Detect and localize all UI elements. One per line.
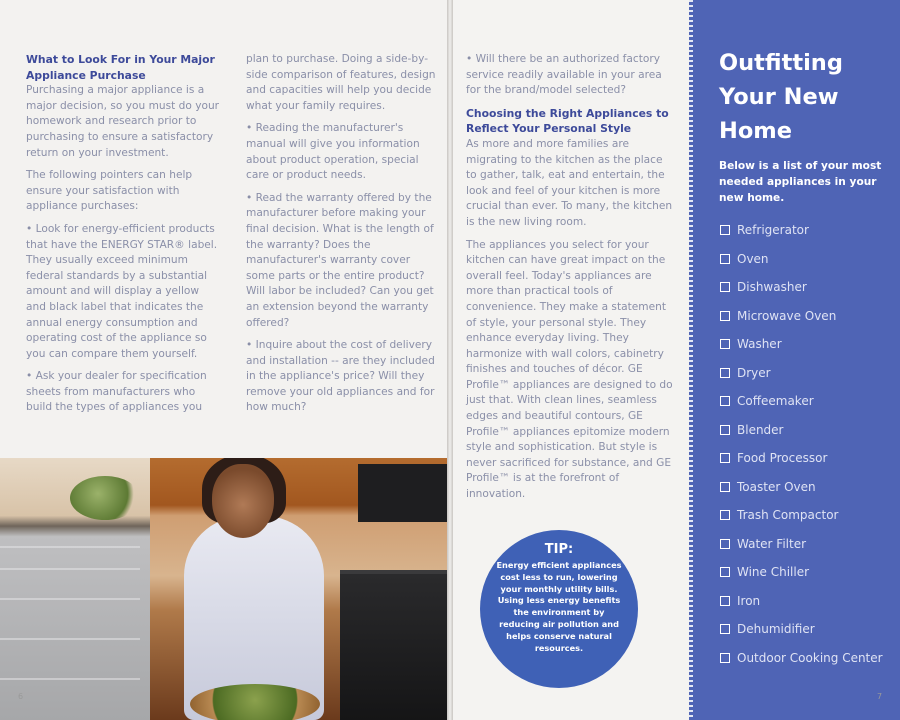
pointers-intro: The following pointers can help ensure your satisfaction with appliance purchases: bbox=[26, 169, 193, 213]
purchase-heading: What to Look For in Your Major Appliance Purchase bbox=[26, 53, 215, 82]
checklist-item: Dishwasher bbox=[720, 273, 883, 302]
checklist-item: Oven bbox=[720, 245, 883, 274]
checklist-item: Microwave Oven bbox=[720, 302, 883, 331]
checklist-item: Food Processor bbox=[720, 444, 883, 473]
checklist-item: Water Filter bbox=[720, 530, 883, 559]
tip-title: TIP: bbox=[544, 542, 574, 557]
checkbox-icon bbox=[720, 510, 730, 520]
microwave-image bbox=[358, 464, 447, 522]
delivery-bullet: • Inquire about the cost of delivery and installation -- are they included in the appliance's price? Will they remove your old appliances and for how much? bbox=[246, 339, 435, 414]
checklist-item: Coffeemaker bbox=[720, 387, 883, 416]
checklist-item: Trash Compactor bbox=[720, 501, 883, 530]
checkbox-icon bbox=[720, 567, 730, 577]
checkbox-icon bbox=[720, 282, 730, 292]
checkbox-icon bbox=[720, 225, 730, 235]
checkbox-icon bbox=[720, 624, 730, 634]
woman-image bbox=[162, 458, 322, 720]
range-image bbox=[340, 570, 447, 720]
checkbox-icon bbox=[720, 311, 730, 321]
checkbox-icon bbox=[720, 539, 730, 549]
checklist-item: Washer bbox=[720, 330, 883, 359]
spec-sheets-bullet: • Ask your dealer for specification sheets from manufacturers who build the types of appliances you bbox=[26, 370, 207, 414]
tip-circle bbox=[480, 530, 638, 688]
checkbox-icon bbox=[720, 596, 730, 606]
page-number-right: 7 bbox=[877, 692, 883, 701]
energy-star-bullet: • Look for energy-efficient products that have the ENERGY STAR® label. They usually exceed minimum federal standards by a substantial amount and will display a yellow and black label that indicates the annual energy consumption and operating cost of the appliance so you can compare them yourself. bbox=[26, 222, 218, 360]
service-bullet: • Will there be an authorized factory service readily available in your area for the brand/model selected? bbox=[466, 53, 662, 97]
checkbox-icon bbox=[720, 254, 730, 264]
checkbox-icon bbox=[720, 339, 730, 349]
dishwasher-photo bbox=[0, 458, 150, 720]
checklist-item: Toaster Oven bbox=[720, 473, 883, 502]
style-paragraph-1: As more and more families are migrating to the kitchen as the place to gather, talk, eat and entertain, the look and feel of your kitchen is more crucial than ever. To many, the kitchen is the new living room. bbox=[466, 137, 673, 228]
appliance-checklist bbox=[720, 216, 883, 672]
woman-cooking-photo bbox=[150, 458, 447, 720]
plant-image bbox=[70, 476, 140, 520]
style-heading: Choosing the Right Appliances to Reflect Your Personal Style bbox=[466, 106, 669, 136]
purchase-intro: Purchasing a major appliance is a major decision, so you must do your homework and research prior to purchasing to ensure a satisfactory return on your investment. bbox=[26, 84, 220, 159]
checklist-item: Wine Chiller bbox=[720, 558, 883, 587]
page-number-left: 6 bbox=[18, 692, 24, 701]
salad-bowl-image bbox=[190, 684, 320, 720]
style-paragraph-2: The appliances you select for your kitchen can have great impact on the overall feel. Today's appliances are more than practical tools of convenience. They make a statement of style, your personal style. They enhance everyday living. They harmonize with wall colors, cabinetry finishes and touches of décor. GE Profile™ appliances are designed to do just that. With clean lines, seamless edges and beautiful contours, GE Profile™ appliances epitomize modern style and sophistication. But style is never sacrificed for substance, and GE Profile™ is at the forefront of innovation. bbox=[466, 238, 673, 501]
warranty-bullet: • Read the warranty offered by the manufacturer before making your final decision. What is the length of the warranty? Does the manufacturer's warranty cover some parts or the entire product? Will labor be included? Can you get an extension beyond the warranty offered? bbox=[246, 191, 434, 329]
checklist-item: Refrigerator bbox=[720, 216, 883, 245]
checklist-item: Blender bbox=[720, 416, 883, 445]
tip-body: Energy efficient appliances cost less to run, lowering your monthly utility bills. Using less energy benefits the environment by reducing air pollution and helps conserve natural resources. bbox=[496, 560, 622, 653]
checklist-item: Outdoor Cooking Center bbox=[720, 644, 883, 673]
checkbox-icon bbox=[720, 453, 730, 463]
checklist-item: Dehumidifier bbox=[720, 615, 883, 644]
checkbox-icon bbox=[720, 425, 730, 435]
appliance-checklist-sidebar bbox=[689, 0, 900, 720]
left-column-2 bbox=[246, 52, 440, 423]
checkbox-icon bbox=[720, 653, 730, 663]
right-column bbox=[466, 52, 676, 510]
checkbox-icon bbox=[720, 482, 730, 492]
spec-sheets-continued: plan to purchase. Doing a side-by-side comparison of features, design and capacities will help you decide what your family requires. bbox=[246, 53, 436, 112]
manual-bullet: • Reading the manufacturer's manual will give you information about product operation, special care or product needs. bbox=[246, 122, 420, 182]
kitchen-photo bbox=[0, 458, 447, 720]
checkbox-icon bbox=[720, 396, 730, 406]
left-column-1 bbox=[26, 52, 222, 423]
sidebar-intro: Below is a list of your most needed appliances in your new home. bbox=[719, 160, 882, 204]
left-page bbox=[0, 0, 447, 720]
checklist-item: Iron bbox=[720, 587, 883, 616]
checklist-item: Dryer bbox=[720, 359, 883, 388]
sidebar-title: Outfitting Your New Home bbox=[719, 50, 843, 144]
checkbox-icon bbox=[720, 368, 730, 378]
